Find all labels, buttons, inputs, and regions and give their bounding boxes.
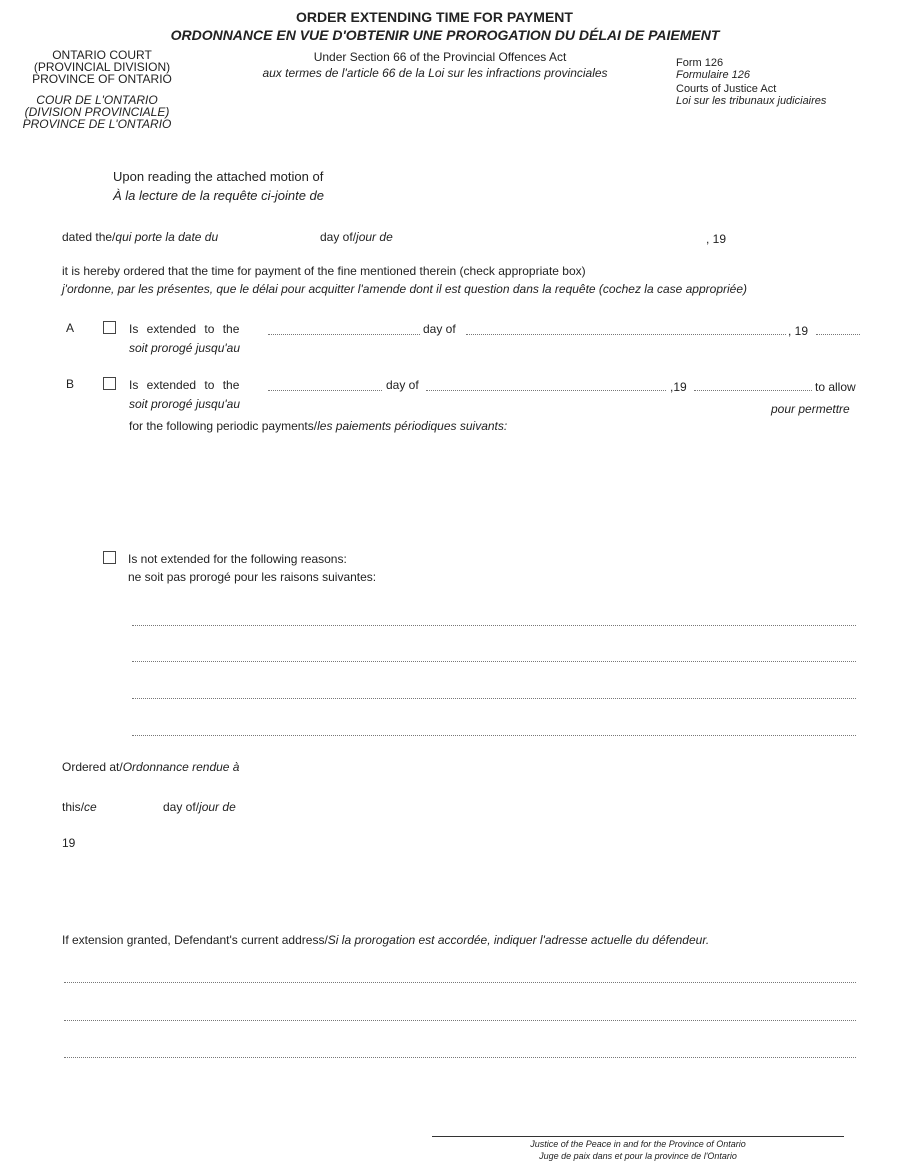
this-label: this/ce bbox=[62, 800, 97, 814]
option-b-year: ,19 bbox=[670, 380, 687, 394]
not-extended-checkbox[interactable] bbox=[103, 551, 116, 564]
ordered-at-label: Ordered at/Ordonnance rendue à bbox=[62, 760, 240, 774]
periodic-payments-label: for the following periodic payments/les paiements périodiques suivants: bbox=[129, 419, 508, 433]
reason-line-3[interactable] bbox=[132, 698, 856, 699]
address-line-2[interactable] bbox=[64, 1020, 856, 1021]
reason-line-1[interactable] bbox=[132, 625, 856, 626]
option-b-letter: B bbox=[66, 377, 75, 391]
not-extended-label-french: ne soit pas prorogé pour les raisons suivantes: bbox=[128, 570, 377, 584]
order-statement-french: j'ordonne, par les présentes, que le délai pour acquitter l'amende dont il est question dans la requête (cochez la case appropriée) bbox=[62, 282, 748, 296]
option-a-year: , 19 bbox=[788, 324, 809, 338]
signature-caption-french: Juge de paix dans et pour la province de l'Ontario bbox=[539, 1151, 737, 1161]
form-title: ORDER EXTENDING TIME FOR PAYMENT bbox=[296, 9, 573, 25]
option-a-letter: A bbox=[66, 321, 75, 335]
statute-reference: Under Section 66 of the Provincial Offences Act bbox=[313, 50, 567, 64]
address-label: If extension granted, Defendant's current address/Si la prorogation est accordée, indiquer l'adresse actuelle du défendeur. bbox=[62, 933, 710, 947]
footer-year: 19 bbox=[62, 836, 76, 850]
option-a-checkbox[interactable] bbox=[103, 321, 116, 334]
dated-line: dated the/qui porte la date du bbox=[62, 230, 219, 244]
reason-line-2[interactable] bbox=[132, 661, 856, 662]
signature-caption: Justice of the Peace in and for the Province of Ontario bbox=[530, 1139, 746, 1149]
option-b-day-of: day of bbox=[386, 378, 419, 392]
dated-day-of: day of/jour de bbox=[320, 230, 393, 244]
form-title-french: ORDONNANCE EN VUE D'OBTENIR UNE PROROGATION DU DÉLAI DE PAIEMENT bbox=[170, 27, 720, 43]
address-line-1[interactable] bbox=[64, 982, 856, 983]
option-b-day-field[interactable] bbox=[268, 390, 382, 391]
motion-label-french: À la lecture de la requête ci-jointe de bbox=[113, 188, 325, 203]
statute-reference-french: aux termes de l'article 66 de la Loi sur les infractions provinciales bbox=[262, 66, 608, 80]
option-a-day-field[interactable] bbox=[268, 334, 420, 335]
option-b-label: Is extended to the bbox=[129, 378, 240, 392]
court-name-french: COUR DE L'ONTARIO (DIVISION PROVINCIALE) PROVINCE DE L'ONTARIO bbox=[22, 93, 172, 131]
option-a-label-french: soit prorogé jusqu'au bbox=[129, 341, 241, 355]
option-a-day-of: day of bbox=[423, 322, 456, 336]
option-b-checkbox[interactable] bbox=[103, 377, 116, 390]
option-b-month-field[interactable] bbox=[426, 390, 666, 391]
not-extended-label: Is not extended for the following reasons: bbox=[128, 552, 347, 566]
dated-year: , 19 bbox=[706, 232, 727, 246]
court-name-english: ONTARIO COURT (PROVINCIAL DIVISION) PROVINCE OF ONTARIO bbox=[32, 48, 172, 86]
address-line-3[interactable] bbox=[64, 1057, 856, 1058]
motion-label: Upon reading the attached motion of bbox=[113, 169, 324, 184]
option-b-label-french: soit prorogé jusqu'au bbox=[129, 397, 241, 411]
form-number: Form 126 Formulaire 126 Courts of Justice Act Loi sur les tribunaux judiciaires bbox=[676, 57, 827, 107]
option-b-year-field[interactable] bbox=[694, 390, 812, 391]
footer-day-of: day of/jour de bbox=[163, 800, 236, 814]
option-a-month-field[interactable] bbox=[466, 334, 786, 335]
reason-line-4[interactable] bbox=[132, 735, 856, 736]
signature-line[interactable] bbox=[432, 1136, 844, 1137]
order-statement: it is hereby ordered that the time for payment of the fine mentioned therein (check appropriate box) bbox=[62, 264, 586, 278]
option-b-to-allow: to allow bbox=[815, 380, 856, 394]
option-a-year-field[interactable] bbox=[816, 334, 860, 335]
option-a-label: Is extended to the bbox=[129, 322, 240, 336]
option-b-to-allow-french: pour permettre bbox=[771, 402, 850, 416]
